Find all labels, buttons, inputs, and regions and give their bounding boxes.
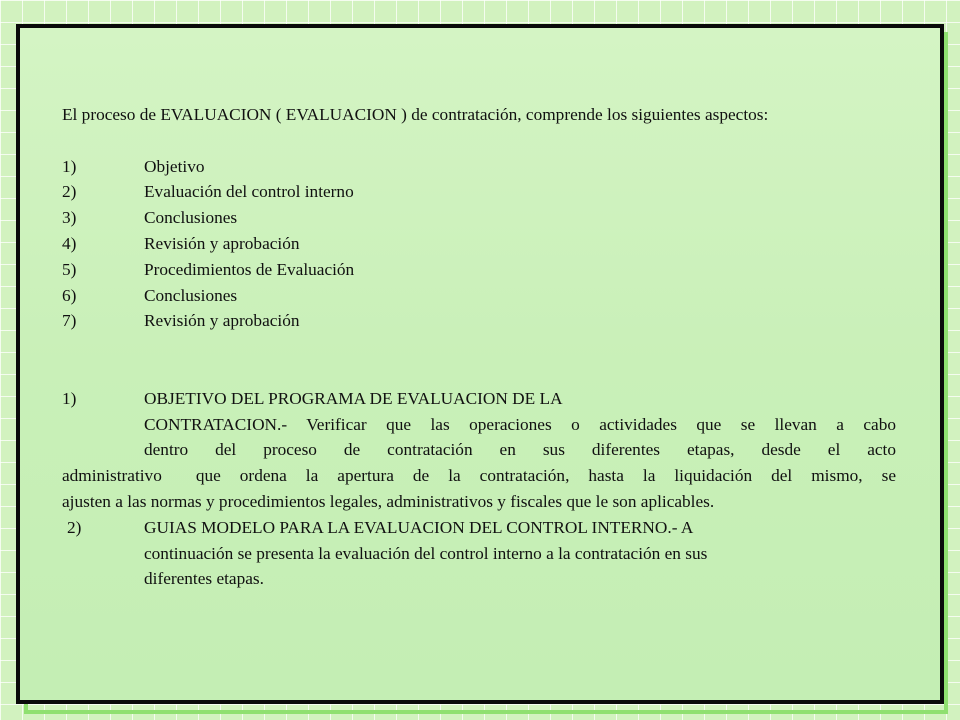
section-objective-heading: 1) OBJETIVO DEL PROGRAMA DE EVALUACION DE LA xyxy=(62,388,563,408)
list-item: 1) Objetivo xyxy=(62,156,205,176)
section-objective-line: ajusten a las normas y procedimientos legales, administrativos y fiscales que le son aplicables. xyxy=(62,491,715,511)
section-guides-heading: 2) GUIAS MODELO PARA LA EVALUACION DEL CONTROL INTERNO.- A xyxy=(67,517,694,537)
section-guides xyxy=(62,515,896,592)
aspects-list xyxy=(62,154,896,335)
section-objective xyxy=(62,386,896,515)
list-item: 7) Revisión y aprobación xyxy=(62,311,300,331)
list-item: 5) Procedimientos de Evaluación xyxy=(62,259,355,279)
list-item: 6) Conclusiones xyxy=(62,285,238,305)
section-guides-line: diferentes etapas. xyxy=(144,569,264,589)
list-item: 3) Conclusiones xyxy=(62,208,238,228)
slide-content xyxy=(62,102,896,592)
list-item: 2) Evaluación del control interno xyxy=(62,182,354,202)
section-objective-line: administrativo que ordena la apertura de la contratación, hasta la liquidación del mismo, se xyxy=(62,466,896,486)
section-guides-line: continuación se presenta la evaluación del control interno a la contratación en sus xyxy=(144,543,708,563)
list-item: 4) Revisión y aprobación xyxy=(62,233,300,253)
section-objective-line: dentro del proceso de contratación en sus diferentes etapas, desde el acto xyxy=(144,440,896,460)
intro-paragraph: El proceso de EVALUACION ( EVALUACION ) de contratación, comprende los siguientes aspectos: xyxy=(62,105,769,124)
section-objective-line: CONTRATACION.- Verificar que las operaciones o actividades que se llevan a cabo xyxy=(144,414,896,434)
